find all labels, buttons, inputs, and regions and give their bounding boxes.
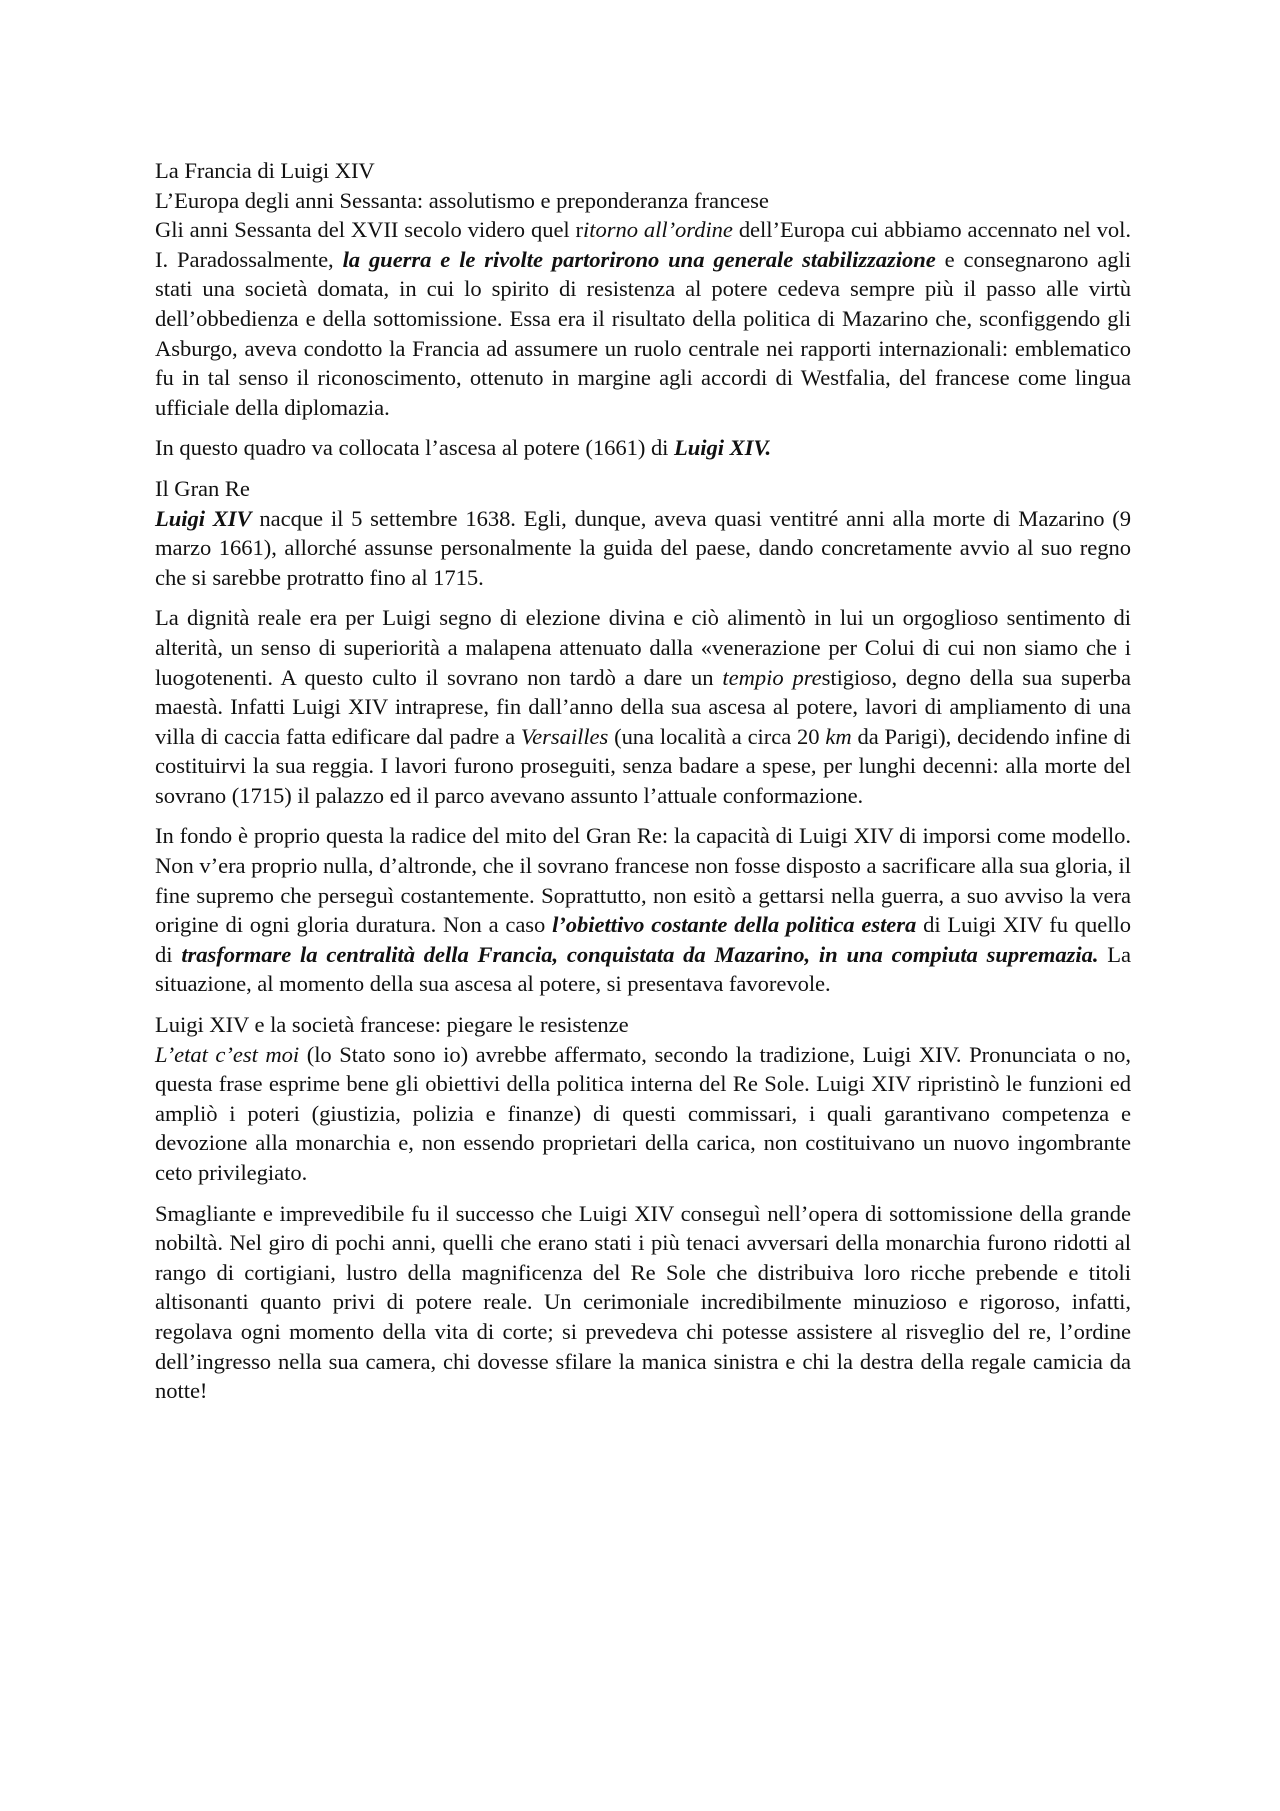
text-run: nacque il 5 settembre 1638. Egli, dunque, aveva quasi ventitré anni alla morte di Mazarino (9 marzo 1661), allorché assunse personalmente la guida del paese, dando concretamente avvio al suo regno che si sarebbe protratto fino al 1715. [155,505,1131,590]
text-run: La dignità reale era per Luigi segno di elezione divina e ciò alimentò in lui un orgoglioso sentimento di alterità, un senso di superiorità a malapena attenuato dalla «venerazione per Colui di cui non siamo che i luogotenenti. A questo culto il sovrano non tardò a dare un [155,605,1131,690]
paragraph-ascesa [155,433,1131,463]
text-run: La situazione, al momento della sua ascesa al potere, si presentava favorevole. [155,941,1132,997]
text-run: (una località a circa 20 [608,723,826,749]
document-title: La Francia di Luigi XIV [155,158,375,183]
paragraph-ritorno-ordine [155,215,1131,422]
italic-run: itorno all’ordine [583,217,733,243]
bold-italic-run: l’obiettivo costante della politica estera [552,912,917,938]
document-body [155,156,1131,1406]
bold-italic-run: la guerra e le rivolte partorirono una generale stabilizzazione [342,246,936,272]
italic-run: tempio pre [722,664,822,690]
paragraph-mito-gran-re [155,821,1131,999]
bold-italic-run: Luigi XIV [155,505,252,531]
italic-run: Versailles [520,723,609,749]
bold-italic-run: Luigi XIV. [674,435,772,461]
text-run: Gli anni Sessanta del XVII secolo videro quel r [155,217,584,243]
text-run: e consegnarono agli stati una società domata, in cui lo spirito di resistenza al potere cedeva sempre più il passo alle virtù dell’obbedienza e della sottomissione. Essa era il risultato della politica di Mazarino che, sconfiggendo gli Asburgo, aveva condotto la Francia ad assumere un ruolo centrale nei rapporti internazionali: emblematico fu in tal senso il riconoscimento, ottenuto in margine agli accordi di Westfalia, del francese come lingua ufficiale della diplomazia. [155,246,1131,420]
section-heading-societa: Luigi XIV e la società francese: piegare le resistenze [155,1012,629,1038]
text-run: stigioso, degno della sua superba maestà. Infatti Luigi XIV intraprese, fin dall’anno della sua ascesa al potere, lavori di ampliamento di una villa di caccia fatta edificare dal padre a [155,664,1132,749]
paragraph-dignita-reale [155,603,1131,810]
text-run: In questo quadro va collocata l’ascesa al potere (1661) di [155,435,675,461]
paragraph-nascita [155,504,1131,593]
section-heading-europa: L’Europa degli anni Sessanta: assolutismo e preponderanza francese [155,187,769,213]
paragraph-etat-cest-moi [155,1040,1131,1188]
text-run: dell’Europa cui abbiamo accennato nel vol. I. Paradossalmente, [155,217,1131,272]
text-run: da Parigi), decidendo infine di costituirvi la sua reggia. I lavori furono proseguiti, senza badare a spese, per lunghi decenni: alla morte del sovrano (1715) il palazzo ed il parco avevano assunto l’attuale conformazione. [155,723,1131,808]
text-run: In fondo è proprio questa la radice del mito del Gran Re: la capacità di Luigi XIV di imporsi come modello. Non v’era proprio nulla, d’altronde, che il sovrano francese non fosse disposto a sacrificare alla sua gloria, il fine supremo che perseguì costantemente. Soprattutto, non esitò a gettarsi nella guerra, a suo avviso la vera origine di ogni gloria duratura. Non a caso [155,823,1131,938]
section-heading-gran-re: Il Gran Re [155,475,250,501]
italic-run: L’etat c’est moi [155,1041,300,1067]
paragraph-nobilta: Smagliante e imprevedibile fu il successo che Luigi XIV conseguì nell’opera di sottomissione della grande nobiltà. Nel giro di pochi anni, quelli che erano stati i più tenaci avversari della monarchia furono ridotti al rango di cortigiani, lustro della magnificenza del Re Sole che distribuiva loro ricche prebende e titoli altisonanti quanto privi di potere reale. Un cerimoniale incredibilmente minuzioso e rigoroso, infatti, regolava ogni momento della vita di corte; si prevedeva chi potesse assistere al risveglio del re, l’ordine dell’ingresso nella sua camera, chi dovesse sfilare la manica sinistra e chi la destra della regale camicia da notte! [155,1200,1131,1404]
text-run: (lo Stato sono io) avrebbe affermato, secondo la tradizione, Luigi XIV. Pronunciata o no, questa frase esprime bene gli obiettivi della politica interna del Re Sole. Luigi XIV ripristinò le funzioni ed ampliò i poteri (giustizia, polizia e finanze) di questi commissari, i quali garantivano competenza e devozione alla monarchia e, non essendo proprietari della carica, non costituivano un nuovo ingombrante ceto privilegiato. [155,1041,1131,1185]
text-run: di Luigi XIV fu quello di [155,912,1131,967]
italic-run: km [825,723,852,749]
bold-italic-run: trasformare la centralità della Francia, conquistata da Mazarino, in una compiuta supremazia. [181,941,1099,967]
